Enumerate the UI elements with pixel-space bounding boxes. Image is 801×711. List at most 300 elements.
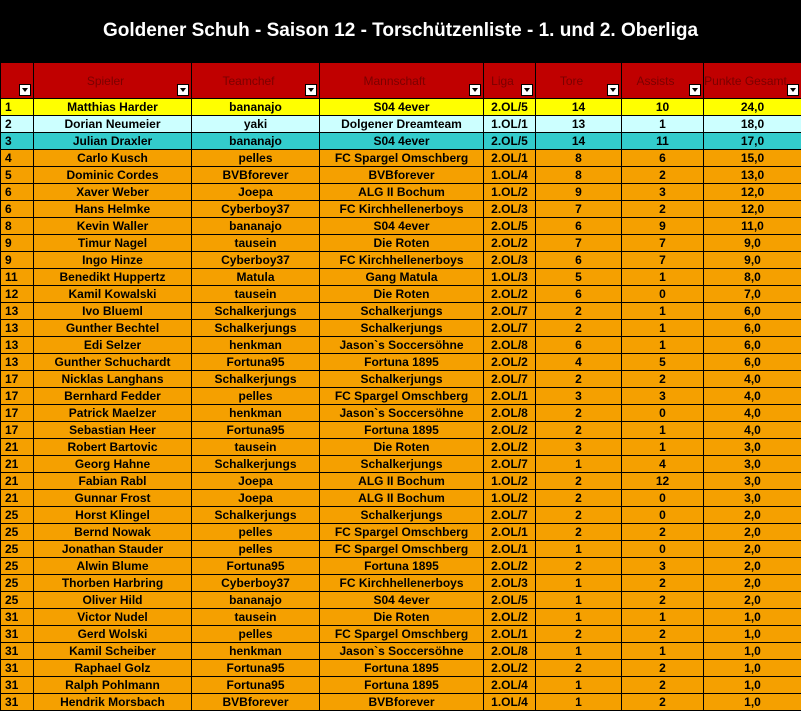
team-cell[interactable]: FC Kirchhellenerboys bbox=[320, 575, 484, 592]
points-cell[interactable]: 6,0 bbox=[704, 303, 801, 320]
assists-cell[interactable]: 3 bbox=[622, 184, 704, 201]
league-cell[interactable]: 1.OL/2 bbox=[484, 473, 536, 490]
goals-cell[interactable]: 2 bbox=[536, 490, 622, 507]
league-cell[interactable]: 1.OL/4 bbox=[484, 694, 536, 711]
player-cell[interactable]: Gunnar Frost bbox=[34, 490, 192, 507]
assists-cell[interactable]: 1 bbox=[622, 320, 704, 337]
player-cell[interactable]: Timur Nagel bbox=[34, 235, 192, 252]
league-cell[interactable]: 2.OL/7 bbox=[484, 371, 536, 388]
player-cell[interactable]: Ivo Blueml bbox=[34, 303, 192, 320]
assists-cell[interactable]: 2 bbox=[622, 524, 704, 541]
team-cell[interactable]: S04 4ever bbox=[320, 99, 484, 116]
league-cell[interactable]: 2.OL/5 bbox=[484, 218, 536, 235]
teamchef-cell[interactable]: tausein bbox=[192, 609, 320, 626]
assists-cell[interactable]: 3 bbox=[622, 558, 704, 575]
rank-cell[interactable]: 31 bbox=[1, 643, 34, 660]
teamchef-cell[interactable]: Fortuna95 bbox=[192, 677, 320, 694]
player-cell[interactable]: Bernhard Fedder bbox=[34, 388, 192, 405]
league-cell[interactable]: 2.OL/7 bbox=[484, 507, 536, 524]
player-cell[interactable]: Thorben Harbring bbox=[34, 575, 192, 592]
assists-cell[interactable]: 7 bbox=[622, 235, 704, 252]
points-cell[interactable]: 17,0 bbox=[704, 133, 801, 150]
teamchef-cell[interactable]: pelles bbox=[192, 524, 320, 541]
team-cell[interactable]: Fortuna 1895 bbox=[320, 422, 484, 439]
team-cell[interactable]: FC Spargel Omschberg bbox=[320, 524, 484, 541]
league-cell[interactable]: 1.OL/1 bbox=[484, 116, 536, 133]
league-cell[interactable]: 1.OL/4 bbox=[484, 167, 536, 184]
player-cell[interactable]: Sebastian Heer bbox=[34, 422, 192, 439]
filter-dropdown-icon[interactable] bbox=[689, 84, 701, 96]
team-cell[interactable]: S04 4ever bbox=[320, 133, 484, 150]
teamchef-cell[interactable]: Cyberboy37 bbox=[192, 201, 320, 218]
goals-cell[interactable]: 2 bbox=[536, 422, 622, 439]
goals-cell[interactable]: 13 bbox=[536, 116, 622, 133]
points-cell[interactable]: 1,0 bbox=[704, 609, 801, 626]
goals-cell[interactable]: 14 bbox=[536, 133, 622, 150]
rank-cell[interactable]: 21 bbox=[1, 456, 34, 473]
points-cell[interactable]: 4,0 bbox=[704, 422, 801, 439]
team-cell[interactable]: S04 4ever bbox=[320, 592, 484, 609]
rank-cell[interactable]: 25 bbox=[1, 541, 34, 558]
league-cell[interactable]: 2.OL/2 bbox=[484, 354, 536, 371]
goals-cell[interactable]: 8 bbox=[536, 167, 622, 184]
assists-cell[interactable]: 6 bbox=[622, 150, 704, 167]
points-cell[interactable]: 3,0 bbox=[704, 439, 801, 456]
team-cell[interactable]: Schalkerjungs bbox=[320, 507, 484, 524]
league-cell[interactable]: 2.OL/8 bbox=[484, 405, 536, 422]
points-cell[interactable]: 6,0 bbox=[704, 354, 801, 371]
rank-cell[interactable]: 31 bbox=[1, 694, 34, 711]
points-cell[interactable]: 6,0 bbox=[704, 320, 801, 337]
team-cell[interactable]: Schalkerjungs bbox=[320, 371, 484, 388]
col-header-punkte: Punkte Gesamt bbox=[704, 63, 801, 99]
assists-cell[interactable]: 9 bbox=[622, 218, 704, 235]
assists-cell[interactable]: 0 bbox=[622, 507, 704, 524]
assists-cell[interactable]: 0 bbox=[622, 490, 704, 507]
team-cell[interactable]: FC Kirchhellenerboys bbox=[320, 252, 484, 269]
player-cell[interactable]: Xaver Weber bbox=[34, 184, 192, 201]
league-cell[interactable]: 2.OL/1 bbox=[484, 524, 536, 541]
league-cell[interactable]: 2.OL/3 bbox=[484, 201, 536, 218]
teamchef-cell[interactable]: Schalkerjungs bbox=[192, 456, 320, 473]
goals-cell[interactable]: 6 bbox=[536, 218, 622, 235]
team-cell[interactable]: Jason`s Soccersöhne bbox=[320, 643, 484, 660]
rank-cell[interactable]: 21 bbox=[1, 490, 34, 507]
points-cell[interactable]: 8,0 bbox=[704, 269, 801, 286]
player-cell[interactable]: Dominic Cordes bbox=[34, 167, 192, 184]
player-cell[interactable]: Horst Klingel bbox=[34, 507, 192, 524]
team-cell[interactable]: Gang Matula bbox=[320, 269, 484, 286]
teamchef-cell[interactable]: pelles bbox=[192, 541, 320, 558]
league-cell[interactable]: 2.OL/2 bbox=[484, 609, 536, 626]
rank-cell[interactable]: 21 bbox=[1, 473, 34, 490]
rank-cell[interactable]: 3 bbox=[1, 133, 34, 150]
rank-cell[interactable]: 4 bbox=[1, 150, 34, 167]
teamchef-cell[interactable]: bananajo bbox=[192, 218, 320, 235]
player-cell[interactable]: Robert Bartovic bbox=[34, 439, 192, 456]
assists-cell[interactable]: 2 bbox=[622, 626, 704, 643]
goals-cell[interactable]: 2 bbox=[536, 524, 622, 541]
rank-cell[interactable]: 13 bbox=[1, 337, 34, 354]
goals-cell[interactable]: 7 bbox=[536, 201, 622, 218]
goals-cell[interactable]: 1 bbox=[536, 541, 622, 558]
league-cell[interactable]: 2.OL/4 bbox=[484, 677, 536, 694]
player-cell[interactable]: Dorian Neumeier bbox=[34, 116, 192, 133]
rank-cell[interactable]: 25 bbox=[1, 507, 34, 524]
goals-cell[interactable]: 6 bbox=[536, 286, 622, 303]
teamchef-cell[interactable]: Matula bbox=[192, 269, 320, 286]
rank-cell[interactable]: 31 bbox=[1, 677, 34, 694]
goals-cell[interactable]: 3 bbox=[536, 388, 622, 405]
table-row bbox=[1, 167, 801, 184]
points-cell[interactable]: 24,0 bbox=[704, 99, 801, 116]
league-cell[interactable]: 2.OL/3 bbox=[484, 252, 536, 269]
points-cell[interactable]: 3,0 bbox=[704, 473, 801, 490]
filter-dropdown-icon[interactable] bbox=[177, 84, 189, 96]
teamchef-cell[interactable]: bananajo bbox=[192, 592, 320, 609]
league-cell[interactable]: 2.OL/5 bbox=[484, 592, 536, 609]
assists-cell[interactable]: 1 bbox=[622, 643, 704, 660]
teamchef-cell[interactable]: Joepa bbox=[192, 490, 320, 507]
team-cell[interactable]: FC Kirchhellenerboys bbox=[320, 201, 484, 218]
points-cell[interactable]: 12,0 bbox=[704, 184, 801, 201]
teamchef-cell[interactable]: Fortuna95 bbox=[192, 558, 320, 575]
assists-cell[interactable]: 2 bbox=[622, 660, 704, 677]
league-cell[interactable]: 2.OL/2 bbox=[484, 235, 536, 252]
player-cell[interactable]: Gerd Wolski bbox=[34, 626, 192, 643]
table-row bbox=[1, 337, 801, 354]
assists-cell[interactable]: 2 bbox=[622, 575, 704, 592]
league-cell[interactable]: 2.OL/2 bbox=[484, 439, 536, 456]
teamchef-cell[interactable]: Joepa bbox=[192, 184, 320, 201]
player-cell[interactable]: Carlo Kusch bbox=[34, 150, 192, 167]
teamchef-cell[interactable]: Schalkerjungs bbox=[192, 303, 320, 320]
league-cell[interactable]: 2.OL/8 bbox=[484, 337, 536, 354]
points-cell[interactable]: 4,0 bbox=[704, 371, 801, 388]
assists-cell[interactable]: 2 bbox=[622, 694, 704, 711]
filter-dropdown-icon[interactable] bbox=[305, 84, 317, 96]
teamchef-cell[interactable]: bananajo bbox=[192, 133, 320, 150]
rank-cell[interactable]: 12 bbox=[1, 286, 34, 303]
league-cell[interactable]: 1.OL/2 bbox=[484, 490, 536, 507]
teamchef-cell[interactable]: henkman bbox=[192, 405, 320, 422]
teamchef-cell[interactable]: tausein bbox=[192, 439, 320, 456]
goals-cell[interactable]: 1 bbox=[536, 677, 622, 694]
points-cell[interactable]: 2,0 bbox=[704, 592, 801, 609]
player-cell[interactable]: Gunther Schuchardt bbox=[34, 354, 192, 371]
points-cell[interactable]: 13,0 bbox=[704, 167, 801, 184]
team-cell[interactable]: Fortuna 1895 bbox=[320, 660, 484, 677]
teamchef-cell[interactable]: henkman bbox=[192, 337, 320, 354]
league-cell[interactable]: 2.OL/1 bbox=[484, 541, 536, 558]
teamchef-cell[interactable]: tausein bbox=[192, 235, 320, 252]
league-cell[interactable]: 2.OL/3 bbox=[484, 575, 536, 592]
goals-cell[interactable]: 2 bbox=[536, 320, 622, 337]
player-cell[interactable]: Matthias Harder bbox=[34, 99, 192, 116]
team-cell[interactable]: Fortuna 1895 bbox=[320, 354, 484, 371]
teamchef-cell[interactable]: tausein bbox=[192, 286, 320, 303]
rank-cell[interactable]: 17 bbox=[1, 371, 34, 388]
rank-cell[interactable]: 6 bbox=[1, 201, 34, 218]
points-cell[interactable]: 1,0 bbox=[704, 643, 801, 660]
goals-cell[interactable]: 8 bbox=[536, 150, 622, 167]
player-cell[interactable]: Alwin Blume bbox=[34, 558, 192, 575]
goals-cell[interactable]: 2 bbox=[536, 405, 622, 422]
league-cell[interactable]: 2.OL/1 bbox=[484, 150, 536, 167]
points-cell[interactable]: 9,0 bbox=[704, 252, 801, 269]
team-cell[interactable]: Schalkerjungs bbox=[320, 456, 484, 473]
filter-dropdown-icon[interactable] bbox=[521, 84, 533, 96]
teamchef-cell[interactable]: Fortuna95 bbox=[192, 660, 320, 677]
team-cell[interactable]: ALG II Bochum bbox=[320, 184, 484, 201]
points-cell[interactable]: 7,0 bbox=[704, 286, 801, 303]
team-cell[interactable]: Schalkerjungs bbox=[320, 303, 484, 320]
assists-cell[interactable]: 1 bbox=[622, 439, 704, 456]
player-cell[interactable]: Kamil Scheiber bbox=[34, 643, 192, 660]
goals-cell[interactable]: 1 bbox=[536, 575, 622, 592]
player-cell[interactable]: Benedikt Huppertz bbox=[34, 269, 192, 286]
team-cell[interactable]: Die Roten bbox=[320, 235, 484, 252]
teamchef-cell[interactable]: Joepa bbox=[192, 473, 320, 490]
filter-dropdown-icon[interactable] bbox=[19, 84, 31, 96]
team-cell[interactable]: Dolgener Dreamteam bbox=[320, 116, 484, 133]
assists-cell[interactable]: 5 bbox=[622, 354, 704, 371]
goals-cell[interactable]: 1 bbox=[536, 694, 622, 711]
league-cell[interactable]: 2.OL/7 bbox=[484, 456, 536, 473]
rank-cell[interactable]: 25 bbox=[1, 575, 34, 592]
rank-cell[interactable]: 25 bbox=[1, 524, 34, 541]
assists-cell[interactable]: 2 bbox=[622, 201, 704, 218]
assists-cell[interactable]: 1 bbox=[622, 422, 704, 439]
player-cell[interactable]: Nicklas Langhans bbox=[34, 371, 192, 388]
player-cell[interactable]: Fabian Rabl bbox=[34, 473, 192, 490]
team-cell[interactable]: FC Spargel Omschberg bbox=[320, 388, 484, 405]
team-cell[interactable]: S04 4ever bbox=[320, 218, 484, 235]
assists-cell[interactable]: 1 bbox=[622, 609, 704, 626]
player-cell[interactable]: Victor Nudel bbox=[34, 609, 192, 626]
teamchef-cell[interactable]: Cyberboy37 bbox=[192, 252, 320, 269]
points-cell[interactable]: 4,0 bbox=[704, 405, 801, 422]
assists-cell[interactable]: 1 bbox=[622, 303, 704, 320]
filter-dropdown-icon[interactable] bbox=[787, 84, 799, 96]
league-cell[interactable]: 2.OL/2 bbox=[484, 286, 536, 303]
points-cell[interactable]: 12,0 bbox=[704, 201, 801, 218]
points-cell[interactable]: 2,0 bbox=[704, 507, 801, 524]
points-cell[interactable]: 18,0 bbox=[704, 116, 801, 133]
assists-cell[interactable]: 2 bbox=[622, 592, 704, 609]
team-cell[interactable]: ALG II Bochum bbox=[320, 490, 484, 507]
player-cell[interactable]: Kevin Waller bbox=[34, 218, 192, 235]
assists-cell[interactable]: 3 bbox=[622, 388, 704, 405]
player-cell[interactable]: Edi Selzer bbox=[34, 337, 192, 354]
points-cell[interactable]: 11,0 bbox=[704, 218, 801, 235]
team-cell[interactable]: FC Spargel Omschberg bbox=[320, 626, 484, 643]
goals-cell[interactable]: 7 bbox=[536, 235, 622, 252]
goals-cell[interactable]: 2 bbox=[536, 371, 622, 388]
points-cell[interactable]: 2,0 bbox=[704, 558, 801, 575]
rank-cell[interactable]: 17 bbox=[1, 388, 34, 405]
league-cell[interactable]: 2.OL/2 bbox=[484, 422, 536, 439]
rank-cell[interactable]: 9 bbox=[1, 252, 34, 269]
teamchef-cell[interactable]: Fortuna95 bbox=[192, 354, 320, 371]
goals-cell[interactable]: 2 bbox=[536, 507, 622, 524]
goals-cell[interactable]: 4 bbox=[536, 354, 622, 371]
assists-cell[interactable]: 1 bbox=[622, 116, 704, 133]
teamchef-cell[interactable]: pelles bbox=[192, 150, 320, 167]
player-cell[interactable]: Bernd Nowak bbox=[34, 524, 192, 541]
assists-cell[interactable]: 2 bbox=[622, 371, 704, 388]
team-cell[interactable]: Die Roten bbox=[320, 609, 484, 626]
team-cell[interactable]: Jason`s Soccersöhne bbox=[320, 405, 484, 422]
assists-cell[interactable]: 7 bbox=[622, 252, 704, 269]
assists-cell[interactable]: 0 bbox=[622, 541, 704, 558]
teamchef-cell[interactable]: henkman bbox=[192, 643, 320, 660]
rank-cell[interactable]: 8 bbox=[1, 218, 34, 235]
team-cell[interactable]: BVBforever bbox=[320, 694, 484, 711]
team-cell[interactable]: Fortuna 1895 bbox=[320, 677, 484, 694]
team-cell[interactable]: Die Roten bbox=[320, 286, 484, 303]
team-cell[interactable]: FC Spargel Omschberg bbox=[320, 541, 484, 558]
assists-cell[interactable]: 10 bbox=[622, 99, 704, 116]
assists-cell[interactable]: 11 bbox=[622, 133, 704, 150]
player-cell[interactable]: Gunther Bechtel bbox=[34, 320, 192, 337]
goals-cell[interactable]: 6 bbox=[536, 252, 622, 269]
rank-cell[interactable]: 5 bbox=[1, 167, 34, 184]
goals-cell[interactable]: 3 bbox=[536, 439, 622, 456]
teamchef-cell[interactable]: pelles bbox=[192, 388, 320, 405]
filter-dropdown-icon[interactable] bbox=[607, 84, 619, 96]
goals-cell[interactable]: 2 bbox=[536, 473, 622, 490]
goals-cell[interactable]: 9 bbox=[536, 184, 622, 201]
teamchef-cell[interactable]: Schalkerjungs bbox=[192, 507, 320, 524]
league-cell[interactable]: 2.OL/1 bbox=[484, 388, 536, 405]
goals-cell[interactable]: 1 bbox=[536, 643, 622, 660]
team-cell[interactable]: Die Roten bbox=[320, 439, 484, 456]
league-cell[interactable]: 2.OL/5 bbox=[484, 99, 536, 116]
teamchef-cell[interactable]: BVBforever bbox=[192, 167, 320, 184]
player-cell[interactable]: Ingo Hinze bbox=[34, 252, 192, 269]
points-cell[interactable]: 1,0 bbox=[704, 677, 801, 694]
teamchef-cell[interactable]: Schalkerjungs bbox=[192, 371, 320, 388]
rank-cell[interactable]: 2 bbox=[1, 116, 34, 133]
goals-cell[interactable]: 1 bbox=[536, 592, 622, 609]
goals-cell[interactable]: 2 bbox=[536, 558, 622, 575]
teamchef-cell[interactable]: yaki bbox=[192, 116, 320, 133]
player-cell[interactable]: Hendrik Morsbach bbox=[34, 694, 192, 711]
assists-cell[interactable]: 0 bbox=[622, 286, 704, 303]
assists-cell[interactable]: 4 bbox=[622, 456, 704, 473]
goals-cell[interactable]: 1 bbox=[536, 456, 622, 473]
player-cell[interactable]: Georg Hahne bbox=[34, 456, 192, 473]
player-cell[interactable]: Patrick Maelzer bbox=[34, 405, 192, 422]
goals-cell[interactable]: 6 bbox=[536, 337, 622, 354]
league-cell[interactable]: 2.OL/7 bbox=[484, 303, 536, 320]
league-cell[interactable]: 2.OL/7 bbox=[484, 320, 536, 337]
player-cell[interactable]: Oliver Hild bbox=[34, 592, 192, 609]
rank-cell[interactable]: 21 bbox=[1, 439, 34, 456]
assists-cell[interactable]: 12 bbox=[622, 473, 704, 490]
points-cell[interactable]: 1,0 bbox=[704, 694, 801, 711]
assists-cell[interactable]: 0 bbox=[622, 405, 704, 422]
points-cell[interactable]: 9,0 bbox=[704, 235, 801, 252]
assists-cell[interactable]: 2 bbox=[622, 677, 704, 694]
points-cell[interactable]: 4,0 bbox=[704, 388, 801, 405]
points-cell[interactable]: 6,0 bbox=[704, 337, 801, 354]
player-cell[interactable]: Julian Draxler bbox=[34, 133, 192, 150]
rank-cell[interactable]: 11 bbox=[1, 269, 34, 286]
player-cell[interactable]: Raphael Golz bbox=[34, 660, 192, 677]
teamchef-cell[interactable]: Fortuna95 bbox=[192, 422, 320, 439]
rank-cell[interactable]: 25 bbox=[1, 592, 34, 609]
table-row bbox=[1, 320, 801, 337]
points-cell[interactable]: 2,0 bbox=[704, 524, 801, 541]
rank-cell[interactable]: 1 bbox=[1, 99, 34, 116]
filter-dropdown-icon[interactable] bbox=[469, 84, 481, 96]
rank-cell[interactable]: 6 bbox=[1, 184, 34, 201]
team-cell[interactable]: Jason`s Soccersöhne bbox=[320, 337, 484, 354]
points-cell[interactable]: 2,0 bbox=[704, 541, 801, 558]
assists-cell[interactable]: 1 bbox=[622, 269, 704, 286]
points-cell[interactable]: 1,0 bbox=[704, 660, 801, 677]
league-cell[interactable]: 2.OL/8 bbox=[484, 643, 536, 660]
goals-cell[interactable]: 2 bbox=[536, 660, 622, 677]
rank-cell[interactable]: 17 bbox=[1, 422, 34, 439]
rank-cell[interactable]: 13 bbox=[1, 320, 34, 337]
league-cell[interactable]: 2.OL/1 bbox=[484, 626, 536, 643]
rank-cell[interactable]: 31 bbox=[1, 626, 34, 643]
rank-cell[interactable]: 31 bbox=[1, 660, 34, 677]
points-cell[interactable]: 2,0 bbox=[704, 575, 801, 592]
assists-cell[interactable]: 1 bbox=[622, 337, 704, 354]
player-cell[interactable]: Ralph Pohlmann bbox=[34, 677, 192, 694]
rank-cell[interactable]: 17 bbox=[1, 405, 34, 422]
goals-cell[interactable]: 2 bbox=[536, 303, 622, 320]
rank-cell[interactable]: 25 bbox=[1, 558, 34, 575]
rank-cell[interactable]: 13 bbox=[1, 303, 34, 320]
points-cell[interactable]: 3,0 bbox=[704, 456, 801, 473]
goals-cell[interactable]: 1 bbox=[536, 609, 622, 626]
teamchef-cell[interactable]: pelles bbox=[192, 626, 320, 643]
team-cell[interactable]: Schalkerjungs bbox=[320, 320, 484, 337]
team-cell[interactable]: FC Spargel Omschberg bbox=[320, 150, 484, 167]
league-cell[interactable]: 1.OL/3 bbox=[484, 269, 536, 286]
league-cell[interactable]: 1.OL/2 bbox=[484, 184, 536, 201]
rank-cell[interactable]: 9 bbox=[1, 235, 34, 252]
points-cell[interactable]: 1,0 bbox=[704, 626, 801, 643]
player-cell[interactable]: Kamil Kowalski bbox=[34, 286, 192, 303]
rank-cell[interactable]: 31 bbox=[1, 609, 34, 626]
league-cell[interactable]: 2.OL/2 bbox=[484, 660, 536, 677]
goals-cell[interactable]: 2 bbox=[536, 626, 622, 643]
teamchef-cell[interactable]: Schalkerjungs bbox=[192, 320, 320, 337]
points-cell[interactable]: 3,0 bbox=[704, 490, 801, 507]
teamchef-cell[interactable]: bananajo bbox=[192, 99, 320, 116]
team-cell[interactable]: BVBforever bbox=[320, 167, 484, 184]
team-cell[interactable]: ALG II Bochum bbox=[320, 473, 484, 490]
goals-cell[interactable]: 5 bbox=[536, 269, 622, 286]
player-cell[interactable]: Hans Helmke bbox=[34, 201, 192, 218]
league-cell[interactable]: 2.OL/2 bbox=[484, 558, 536, 575]
team-cell[interactable]: Fortuna 1895 bbox=[320, 558, 484, 575]
points-cell[interactable]: 15,0 bbox=[704, 150, 801, 167]
goals-cell[interactable]: 14 bbox=[536, 99, 622, 116]
teamchef-cell[interactable]: BVBforever bbox=[192, 694, 320, 711]
league-cell[interactable]: 2.OL/5 bbox=[484, 133, 536, 150]
assists-cell[interactable]: 2 bbox=[622, 167, 704, 184]
rank-cell[interactable]: 13 bbox=[1, 354, 34, 371]
teamchef-cell[interactable]: Cyberboy37 bbox=[192, 575, 320, 592]
player-cell[interactable]: Jonathan Stauder bbox=[34, 541, 192, 558]
